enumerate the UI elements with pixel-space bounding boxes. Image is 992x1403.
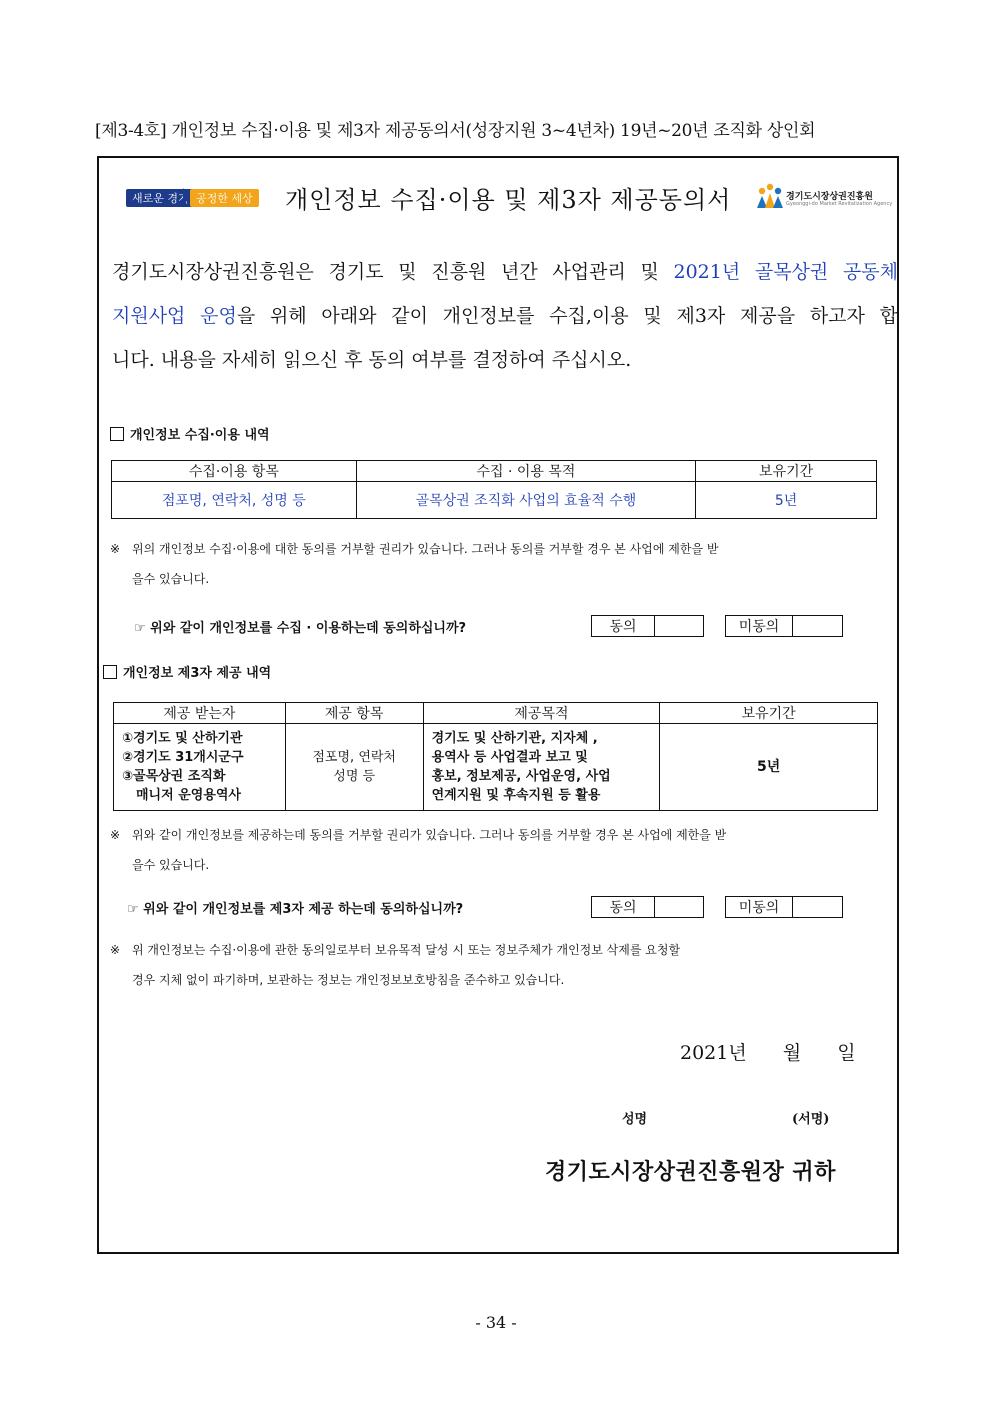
recipient-line: ①경기도 및 산하기관 [122, 731, 243, 746]
notice-line: 위와 같이 개인정보를 제공하는데 동의를 거부할 권리가 있습니다. 그러나 동의를 거부할 경우 본 사업에 제한을 받 [132, 828, 727, 842]
table-header-cell: 제공목적 [423, 703, 660, 724]
consent-question-2: ☞ 위와 같이 개인정보를 제3자 제공 하는데 동의하십니까? [127, 902, 464, 917]
agree-check-box[interactable] [655, 897, 703, 917]
intro-text: 을 위헤 아래와 같이 개인정보를 수집,이용 및 제3자 제공을 하고자 합 [236, 305, 898, 327]
date-line [680, 1038, 856, 1065]
note-mark: ※ [110, 828, 121, 842]
agree-check-box[interactable] [655, 616, 703, 636]
disagree-checkbox-2[interactable] [725, 896, 843, 918]
intro-highlight: 지원사업 운영 [112, 305, 237, 327]
items-cell [285, 724, 423, 811]
page-number: - 34 - [475, 1313, 517, 1332]
date-year: 2021년 [680, 1042, 747, 1064]
collection-table [111, 460, 877, 519]
slogan-part-2: 공정한 세상 [190, 189, 259, 207]
consent-question-1: ☞ 위와 같이 개인정보를 수집 · 이용하는데 동의하십니까? [134, 621, 467, 636]
item-line: 성명 등 [333, 769, 376, 784]
slogan-part-1: 새로운 경기 [126, 189, 195, 207]
section-2-heading [103, 662, 271, 681]
section-1-heading [110, 424, 270, 443]
notice-3 [110, 935, 898, 995]
table-row [112, 482, 877, 519]
table-header-cell: 수집·이용 항목 [112, 461, 357, 482]
agency-logo-icon [756, 183, 784, 209]
purpose-line: 연계지원 및 후속지원 등 활용 [431, 788, 601, 803]
table-cell: 골목상권 조직화 사업의 효율적 수행 [356, 482, 696, 519]
note-mark: ※ [110, 542, 121, 556]
disagree-check-box[interactable] [793, 897, 842, 917]
table-header-cell: 제공 받는자 [114, 703, 286, 724]
table-header-row [114, 703, 878, 724]
checkbox-square-icon [110, 427, 124, 441]
recipient-line: ③골목상권 조직화 [122, 769, 226, 784]
document-header: [제3-4호] 개인정보 수집·이용 및 제3자 제공동의서(성장지원 3~4년차) 19년~20년 조직화 상인회 [95, 121, 816, 141]
purposes-cell [423, 724, 660, 811]
notice-2 [110, 820, 898, 880]
table-header-cell: 제공 항목 [285, 703, 423, 724]
notice-line: 위의 개인정보 수집·이용에 대한 동의를 거부할 권리가 있습니다. 그러나 동의를 거부할 경우 본 사업에 제한을 받 [132, 542, 719, 556]
intro-line-2 [112, 301, 898, 328]
disagree-checkbox-1[interactable] [725, 615, 843, 637]
item-line: 점포명, 연락처 [312, 750, 396, 765]
slogan-arrow-icon [183, 188, 190, 206]
agree-label: 동의 [592, 897, 655, 917]
notice-line: 위 개인정보는 수집·이용에 관한 동의일로부터 보유목적 달성 시 또는 정보주체가 개인정보 삭제를 요청할 [132, 943, 681, 957]
table-row [114, 724, 878, 811]
agree-label: 동의 [592, 616, 655, 636]
form-title: 개인정보 수집·이용 및 제3자 제공동의서 [285, 186, 732, 214]
intro-line-3: 니다. 내용을 자세히 읽으신 후 동의 여부를 결정하여 주십시오. [112, 349, 632, 371]
date-month: 월 [782, 1042, 802, 1064]
purpose-line: 홍보, 정보제공, 사업운영, 사업 [431, 769, 611, 784]
signature-sign-label: (서명) [792, 1112, 830, 1127]
disagree-label: 미동의 [726, 616, 793, 636]
agree-checkbox-2[interactable] [591, 896, 704, 918]
table-header-cell: 보유기간 [660, 703, 878, 724]
table-header-cell: 보유기간 [696, 461, 877, 482]
agree-checkbox-1[interactable] [591, 615, 704, 637]
period-cell: 5년 [660, 724, 878, 811]
intro-highlight: 2021년 골목상권 공동체 [673, 261, 898, 283]
agency-logo-name: 경기도시장상권진흥원 [786, 192, 873, 202]
table-cell: 점포명, 연락처, 성명 등 [112, 482, 357, 519]
notice-1 [110, 534, 898, 594]
checkbox-square-icon [103, 665, 117, 679]
table-cell: 5년 [696, 482, 877, 519]
addressee: 경기도시장상권진흥원장 귀하 [545, 1159, 836, 1185]
table-header-row [112, 461, 877, 482]
note-mark: ※ [110, 943, 121, 957]
table-header-cell: 수집 · 이용 목적 [356, 461, 696, 482]
agency-logo-subtitle: Gyeonggi-do Market Revitalization Agency [786, 201, 893, 207]
notice-line: 을수 있습니다. [132, 572, 210, 586]
notice-line: 을수 있습니다. [132, 858, 210, 872]
recipient-line: 매니저 운영용역사 [136, 788, 241, 803]
recipients-cell [114, 724, 286, 811]
disagree-check-box[interactable] [793, 616, 842, 636]
section-2-title: 개인정보 제3자 제공 내역 [123, 666, 272, 681]
signature-name-label: 성명 [622, 1112, 648, 1127]
section-1-title: 개인정보 수집·이용 내역 [130, 428, 270, 443]
intro-text: 경기도시장상권진흥원은 경기도 및 진흥원 년간 사업관리 및 [112, 261, 674, 283]
third-party-table [113, 702, 878, 811]
date-day: 일 [837, 1042, 856, 1064]
notice-line: 경우 지체 없이 파기하며, 보관하는 정보는 개인정보보호방침을 준수하고 있습니다. [132, 973, 565, 987]
purpose-line: 용역사 등 사업결과 보고 및 [431, 750, 588, 765]
recipient-line: ②경기도 31개시군구 [122, 750, 244, 765]
intro-line-1 [112, 257, 898, 284]
disagree-label: 미동의 [726, 897, 793, 917]
purpose-line: 경기도 및 산하기관, 지자체 , [431, 731, 598, 746]
